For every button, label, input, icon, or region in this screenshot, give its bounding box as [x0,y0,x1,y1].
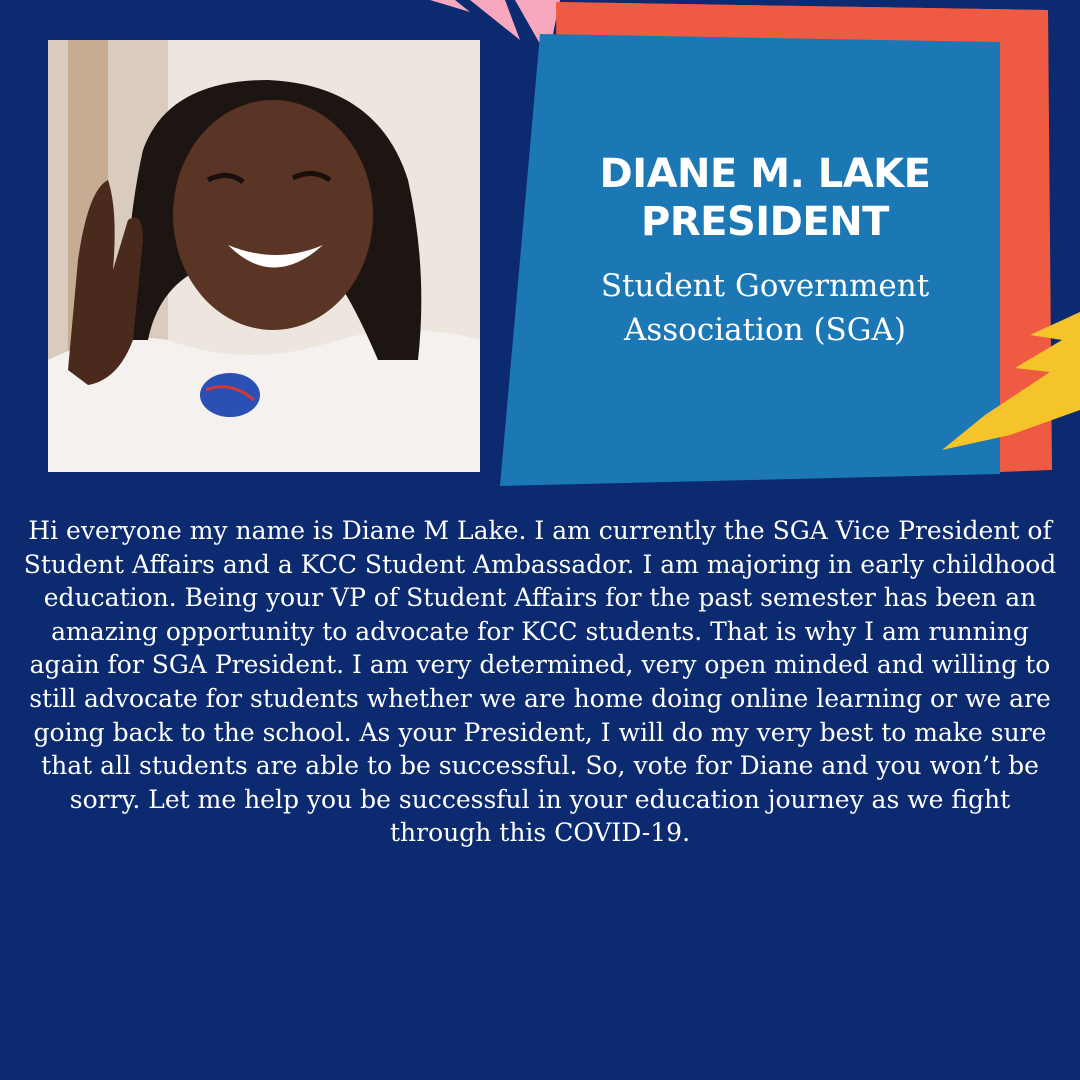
candidate-position: PRESIDENT [641,199,889,245]
organization-line-2: Association (SGA) [623,312,907,348]
name-card [540,150,990,352]
candidate-bio: Hi everyone my name is Diane M Lake. I am currently the SGA Vice President of Student Affairs and a KCC Student Ambassador. I am majoring in early childhood education. Being your VP of Student Affairs for the past semester has been an amazing opportunity to advocate for KCC students. That is why I am running again for SGA President. I am very determined, very open minded and willing to still advocate for students whether we are home doing online learning or we are going back to the school. As your President, I will do my very best to make sure that all students are able to be successful. So, vote for Diane and you won’t be sorry. Let me help you be successful in your education journey as we fight through this COVID-19. [23,516,1057,848]
portrait-photo [48,40,480,472]
candidate-name: DIANE M. LAKE [599,151,931,197]
organization-line-1: Student Government [600,268,930,304]
portrait-image [48,40,480,472]
organization-name [540,264,990,352]
